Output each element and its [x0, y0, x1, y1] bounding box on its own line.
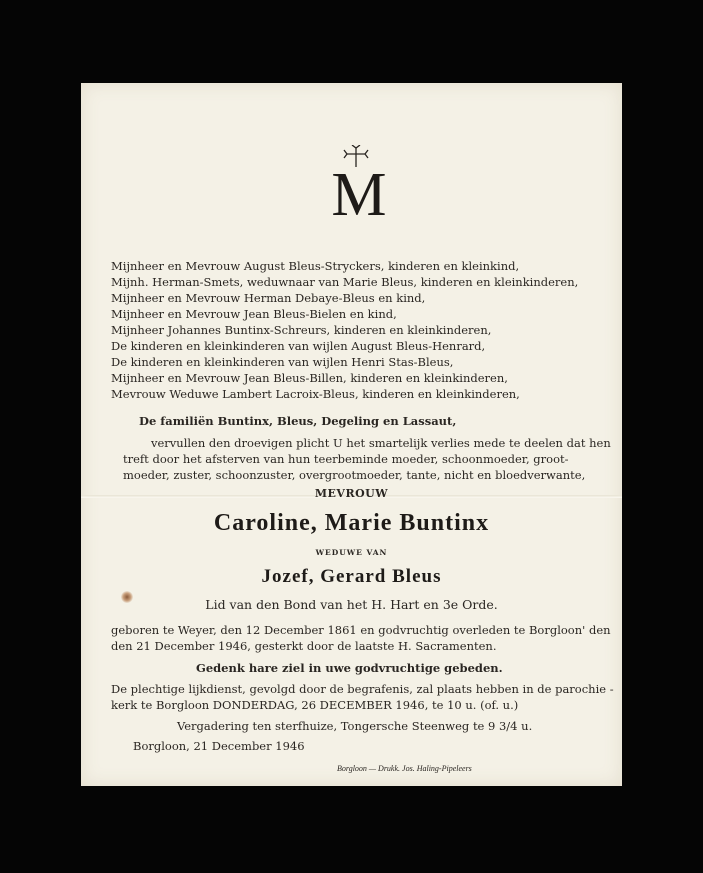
family-line: De kinderen en kleinkinderen van wijlen Henri Stas-Bleus,: [111, 355, 454, 369]
birth-death-line: geboren te Weyer, den 12 December 1861 en godvruchtig overleden te Borgloon' den: [111, 623, 611, 637]
mourning-card: [81, 83, 622, 786]
gathering-line: Vergadering ten sterfhuize, Tongersche Steenweg te 9 3/4 u.: [177, 719, 533, 733]
family-line: Mijnheer en Mevrouw Jean Bleus-Billen, kinderen en kleinkinderen,: [111, 371, 508, 385]
family-line: Mijnh. Herman-Smets, weduwnaar van Marie Bleus, kinderen en kleinkinderen,: [111, 275, 579, 289]
widow-of-label: WEDUWE VAN: [315, 548, 388, 557]
announcement-line: treft door het afsterven van hun teerbeminde moeder, schoonmoeder, groot-: [123, 452, 569, 466]
announcement-line: vervullen den droevigen plicht U het smartelijk verlies mede te deelen dat hen: [151, 436, 611, 450]
monogram-letter: M: [331, 161, 387, 225]
membership-line: Lid van den Bond van het H. Hart en 3e Orde.: [205, 597, 498, 612]
family-line: Mijnheer en Mevrouw August Bleus-Stryckers, kinderen en kleinkind,: [111, 259, 520, 273]
family-line: Mijnheer en Mevrouw Jean Bleus-Bielen en kind,: [111, 307, 397, 321]
funeral-line: kerk te Borgloon DONDERDAG, 26 DECEMBER 1946, te 10 u. (of. u.): [111, 698, 519, 712]
funeral-line: De plechtige lijkdienst, gevolgd door de begrafenis, zal plaats hebben in de parochie -: [111, 682, 614, 696]
prayer-line: Gedenk hare ziel in uwe godvruchtige gebeden.: [196, 661, 503, 675]
families-line: De familiën Buntinx, Bleus, Degeling en Lassaut,: [139, 414, 457, 428]
printer-credit: Borgloon — Drukk. Jos. Haling-Pipeleers: [337, 764, 472, 773]
family-line: Mijnheer en Mevrouw Herman Debaye-Bleus en kind,: [111, 291, 426, 305]
family-line: Mevrouw Weduwe Lambert Lacroix-Bleus, kinderen en kleinkinderen,: [111, 387, 520, 401]
deceased-name: Caroline, Marie Buntinx: [213, 510, 490, 536]
place-date: Borgloon, 21 December 1946: [133, 739, 305, 753]
title-mevrouw: MEVROUW: [314, 487, 389, 500]
announcement-line: moeder, zuster, schoonzuster, overgrootmoeder, tante, nicht en bloedverwante,: [123, 468, 586, 482]
spouse-name: Jozef, Gerard Bleus: [261, 566, 442, 587]
family-line: De kinderen en kleinkinderen van wijlen August Bleus-Henrard,: [111, 339, 486, 353]
birth-death-line: den 21 December 1946, gesterkt door de laatste H. Sacramenten.: [111, 639, 497, 653]
cross-monogram-icon: [319, 145, 399, 225]
family-line: Mijnheer Johannes Buntinx-Schreurs, kinderen en kleinkinderen,: [111, 323, 492, 337]
